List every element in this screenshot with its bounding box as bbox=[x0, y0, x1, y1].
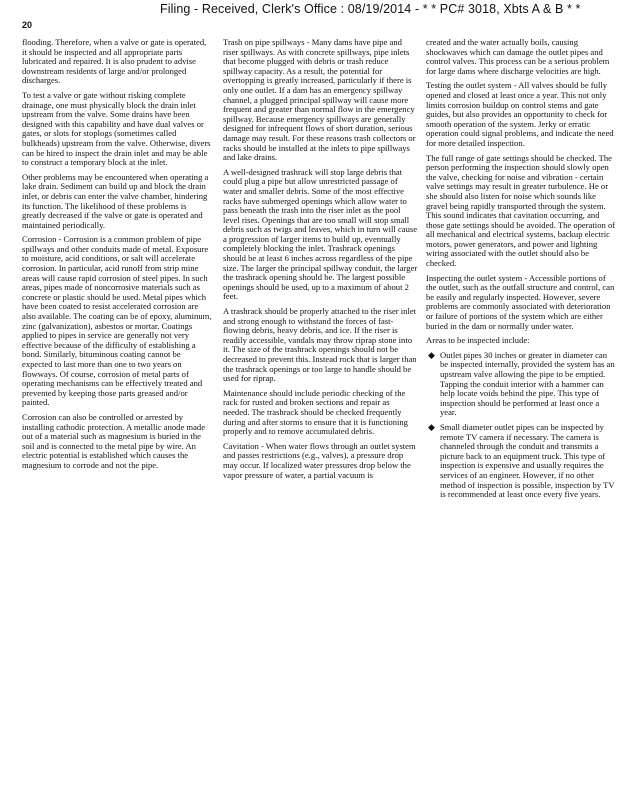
list-item bbox=[426, 351, 616, 418]
paragraph: flooding. Therefore, when a valve or gate is operated, it should be inspected and all appropriate parts lubricated and repaired. It is also prudent to advise downstream residents of large and/or prolonged discharges. bbox=[22, 37, 207, 86]
paragraph: The full range of gate settings should be checked. The person performing the inspection should slowly open the valve, checking for noise and vibration - certain valve settings may result in greater turbulence. He or she should also listen for noise which sounds like gravel being rapidly transported through the system. This sound indicates that cavitation occurring, and those gate settings should be avoided. The operation of all mechanical and electrical systems, backup electric motors, power generators, and power and lighting wiring associated with the outlet should also be checked. bbox=[426, 152, 616, 269]
paragraph: Maintenance should include periodic checking of the rack for rusted and broken sections and repair as needed. The trashrack should be checked frequently during and after storms to ensure that it is functioning properly and to remove accumulated debris. bbox=[223, 387, 408, 437]
column-left bbox=[22, 38, 212, 476]
page-number: 20 bbox=[22, 20, 33, 30]
paragraph: A well-designed trashrack will stop large debris that could plug a pipe but allow unrestricted passage of water and smaller debris. Some of the most effective racks have submerged openings which allow water to pass beneath the trash into the riser inlet as the pool level rises. Openings that are too small will stop small debris such as twigs and leaves, which in turn will cause a progression of larger items to build up, eventually completely blocking the inlet. Trashrack openings should be at least 6 inches across regardless of the pipe size. The larger the principal spillway conduit, the larger the trashrack opening should be. The largest possible openings should be used, up to a maximum of about 2 feet. bbox=[223, 166, 418, 302]
paragraph: To test a valve or gate without risking complete drainage, one must physically block the drain inlet upstream from the valve. Some drains have been designed with this capability and have dual valves or gates, or slots for stoplogs (sometimes called bulkheads) upstream from the valve. Otherwise, divers can be hired to inspect the drain inlet and may be able to construct a temporary block at the inlet. bbox=[22, 89, 211, 168]
paragraph: Corrosion can also be controlled or arrested by installing cathodic protection. A metallic anode made out of a material such as magnesium is buried in the soil and is connected to the metal pipe by wire. An electric potential is established which causes the magnesium to corrode and not the pipe. bbox=[22, 411, 206, 470]
list-intro: Areas to be inspected include: bbox=[426, 335, 530, 346]
diamond-bullet-icon: ◆ bbox=[428, 421, 435, 432]
list-item-text: Outlet pipes 30 inches or greater in diameter can be inspected internally, provided the system has an upstream valve allowing the pipe to be emptied. Tapping the conduit interior with a hammer can help locate voids behind the pipe. This type of inspection should be performed at least once a year. bbox=[440, 349, 615, 418]
diamond-bullet-icon: ◆ bbox=[428, 349, 435, 360]
list-item bbox=[426, 423, 616, 500]
paragraph: Testing the outlet system - All valves should be fully opened and closed at least once a year. This not only limits corrosion buildup on control stems and gate guides, but also provides an opportunity to check for smooth operation of the system. Jerky or erratic operation could signal problems, and indicate the need for more detailed inspection. bbox=[426, 80, 614, 148]
paragraph: Cavitation - When water flows through an outlet system and passes restrictions (e.g., valves), a pressure drop may occur. If localized water pressures drop below the vapor pressure of water, a partial vacuum is bbox=[223, 440, 416, 480]
paragraph: created and the water actually boils, causing shockwaves which can damage the outlet pipes and control valves. This process can be a serious problem for large dams where discharge velocities are high. bbox=[426, 37, 610, 76]
paragraph: A trashrack should be properly attached to the riser inlet and strong enough to withstand the forces of fast-flowing debris, heavy debris, and ice. If the riser is readily accessible, vandals may throw riprap stone into it. The size of the trashrack openings should not be decreased to prevent this. Instead rock that is larger than the trashrack openings or too large to handle should be used for riprap. bbox=[223, 306, 417, 384]
paragraph: Corrosion - Corrosion is a common problem of pipe spillways and other conduits made of metal. Exposure to moisture, acid conditions, or salt will accelerate corrosion. In particular, acid runoff from strip mine areas will cause rapid corrosion of steel pipes. In such areas, pipes made of noncorrosive materials such as concrete or plastic should be used. Metal pipes which have been coated to resist accelerated corrosion are also available. The coating can be of epoxy, aluminum, zinc (galvanization), asbestos or mortar. Coatings applied to pipes in service are generally not very effective because of the difficulty of establishing a bond. Similarly, bituminous coating cannot be expected to last more than one to two years on flowways. Of course, corrosion of metal parts of operating mechanisms can be effectively treated and prevented by keeping those parts greased and/or painted. bbox=[22, 234, 212, 408]
paragraph: Inspecting the outlet system - Accessible portions of the outlet, such as the outfall structure and control, can be easily and regularly inspected. However, severe problems are commonly associated with deterioration or failure of portions of the system which are either buried in the dam or normally under water. bbox=[426, 272, 615, 331]
column-middle bbox=[223, 38, 418, 485]
paragraph: Trash on pipe spillways - Many dams have pipe and riser spillways. As with concrete spillways, pipe inlets that become plugged with debris or trash reduce spillway capacity. As a result, the potential for overtopping is greatly increased, particularly if there is only one outlet. If a dam has an emergency spillway channel, a plugged principal spillway will cause more frequent and greater than normal flow in the emergency spillway. Because emergency spillways are generally designed for infrequent flows of short duration, serious damage may result. For these reasons trash collectors or racks should be installed at the inlets to pipe spillways and lake drains. bbox=[223, 37, 416, 163]
list-item-text: Small diameter outlet pipes can be inspected by remote TV camera if necessary. The camera is channeled through the conduit and transmits a picture back to an equipment truck. This type of inspection is expensive and usually requires the services of an engineer. However, if no other method of inspection is possible, inspection by TV is recommended at least once every five years. bbox=[440, 421, 615, 500]
filing-header: Filing - Received, Clerk's Office : 08/19/2014 - * * PC# 3018, Xbts A & B * * bbox=[160, 2, 581, 16]
inspection-areas-list bbox=[426, 351, 616, 500]
column-right bbox=[426, 38, 616, 505]
paragraph: Other problems may be encountered when operating a lake drain. Sediment can build up and block the drain inlet, or debris can enter the valve chamber, hindering its function. The likelihood of these problems is greatly decreased if the valve or gate is operated and maintained periodically. bbox=[22, 171, 209, 230]
